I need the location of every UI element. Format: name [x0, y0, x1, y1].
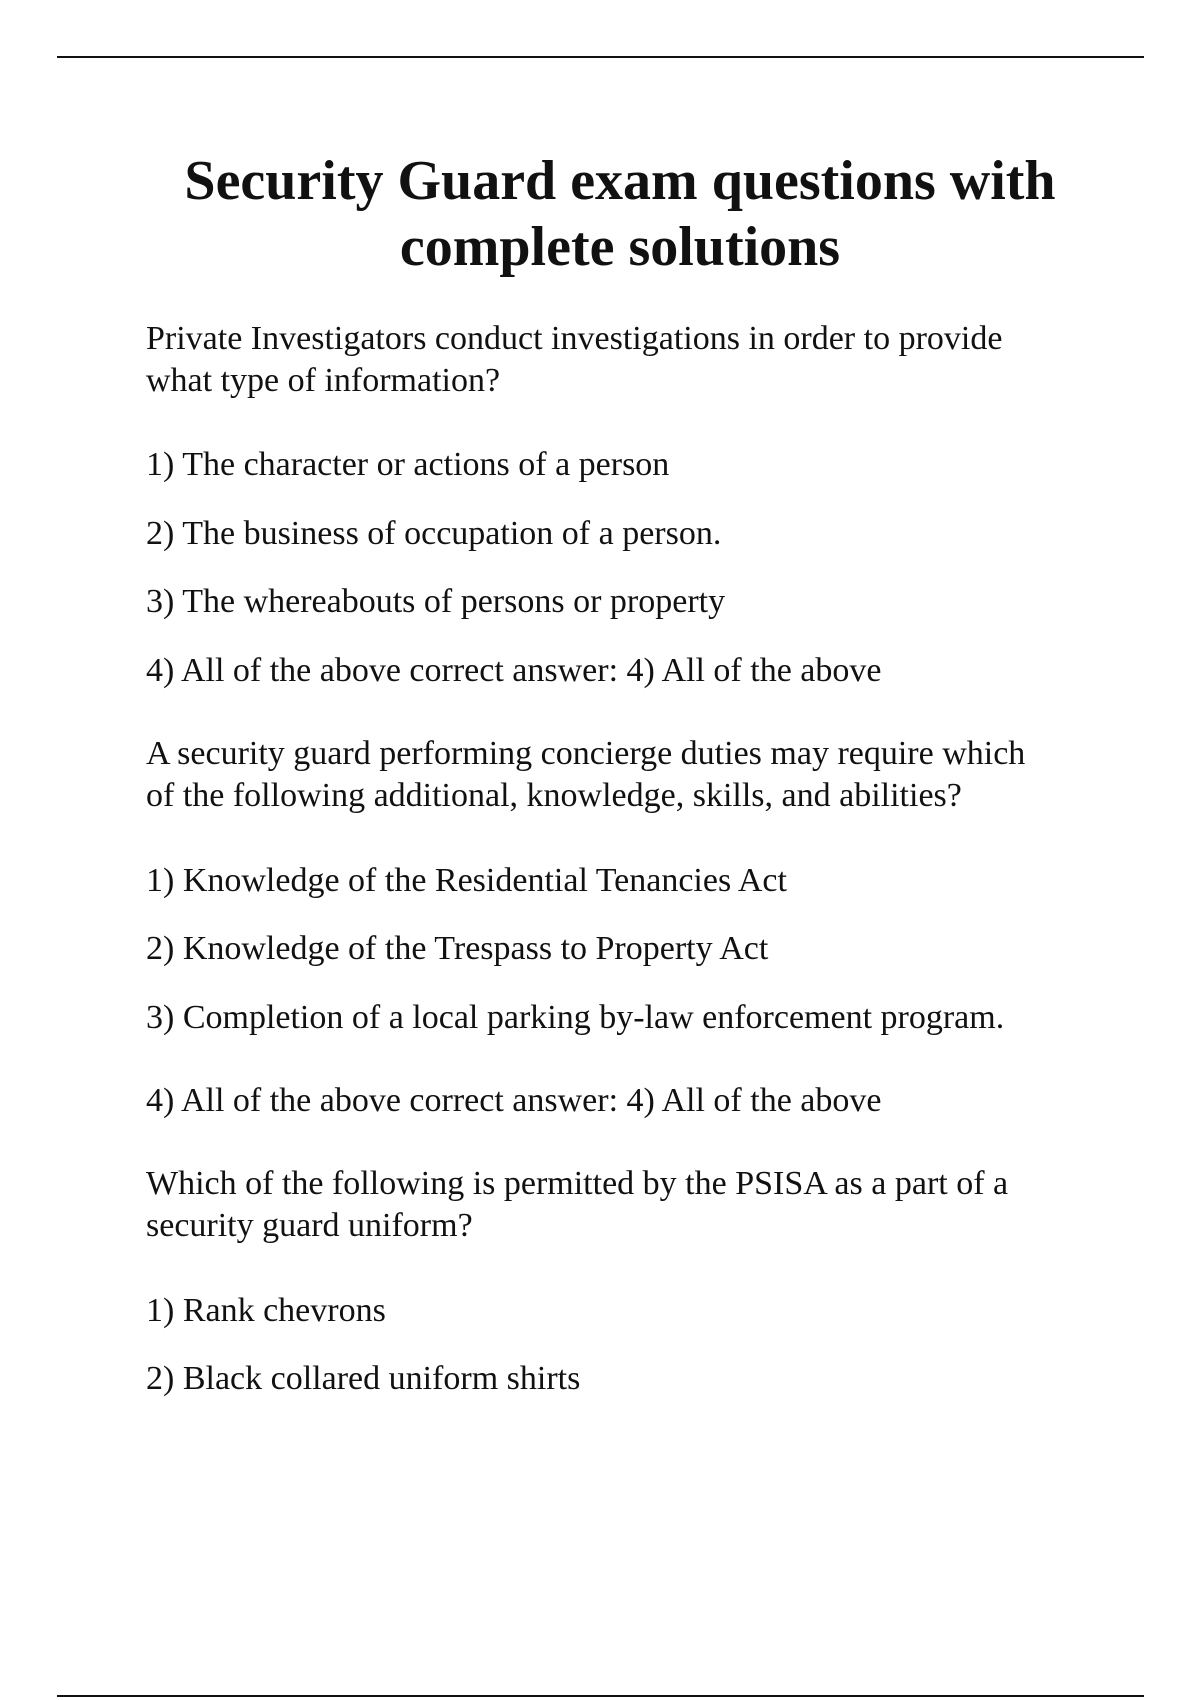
question-2-option-3: 3) Completion of a local parking by-law enforcement program. [146, 999, 1005, 1036]
question-3-option-1: 1) Rank chevrons [146, 1292, 386, 1329]
question-3-text-line-2: security guard uniform? [146, 1207, 473, 1244]
question-1-text-line-1: Private Investigators conduct investigations in order to provide [146, 320, 1003, 357]
question-1-option-4: 4) All of the above correct answer: 4) All of the above [146, 652, 882, 689]
question-1-text-line-2: what type of information? [146, 362, 501, 399]
question-2-option-1: 1) Knowledge of the Residential Tenancies Act [146, 862, 787, 899]
question-1-option-3: 3) The whereabouts of persons or property [146, 583, 726, 620]
question-2-option-2: 2) Knowledge of the Trespass to Property Act [146, 930, 769, 967]
title-line-2: complete solutions [399, 216, 841, 278]
question-1-option-2: 2) The business of occupation of a person. [146, 515, 722, 552]
page-title [100, 148, 1140, 280]
bottom-rule [57, 1695, 1144, 1697]
question-3-option-2: 2) Black collared uniform shirts [146, 1360, 581, 1397]
title-line-1: Security Guard exam questions with [184, 150, 1056, 212]
question-1-option-1: 1) The character or actions of a person [146, 446, 670, 483]
top-rule [57, 56, 1144, 58]
question-3-text-line-1: Which of the following is permitted by the PSISA as a part of a [146, 1165, 1009, 1202]
question-2-text-line-1: A security guard performing concierge duties may require which [146, 735, 1026, 772]
question-2-text-line-2: of the following additional, knowledge, skills, and abilities? [146, 777, 962, 814]
question-2-option-4: 4) All of the above correct answer: 4) All of the above [146, 1082, 882, 1119]
